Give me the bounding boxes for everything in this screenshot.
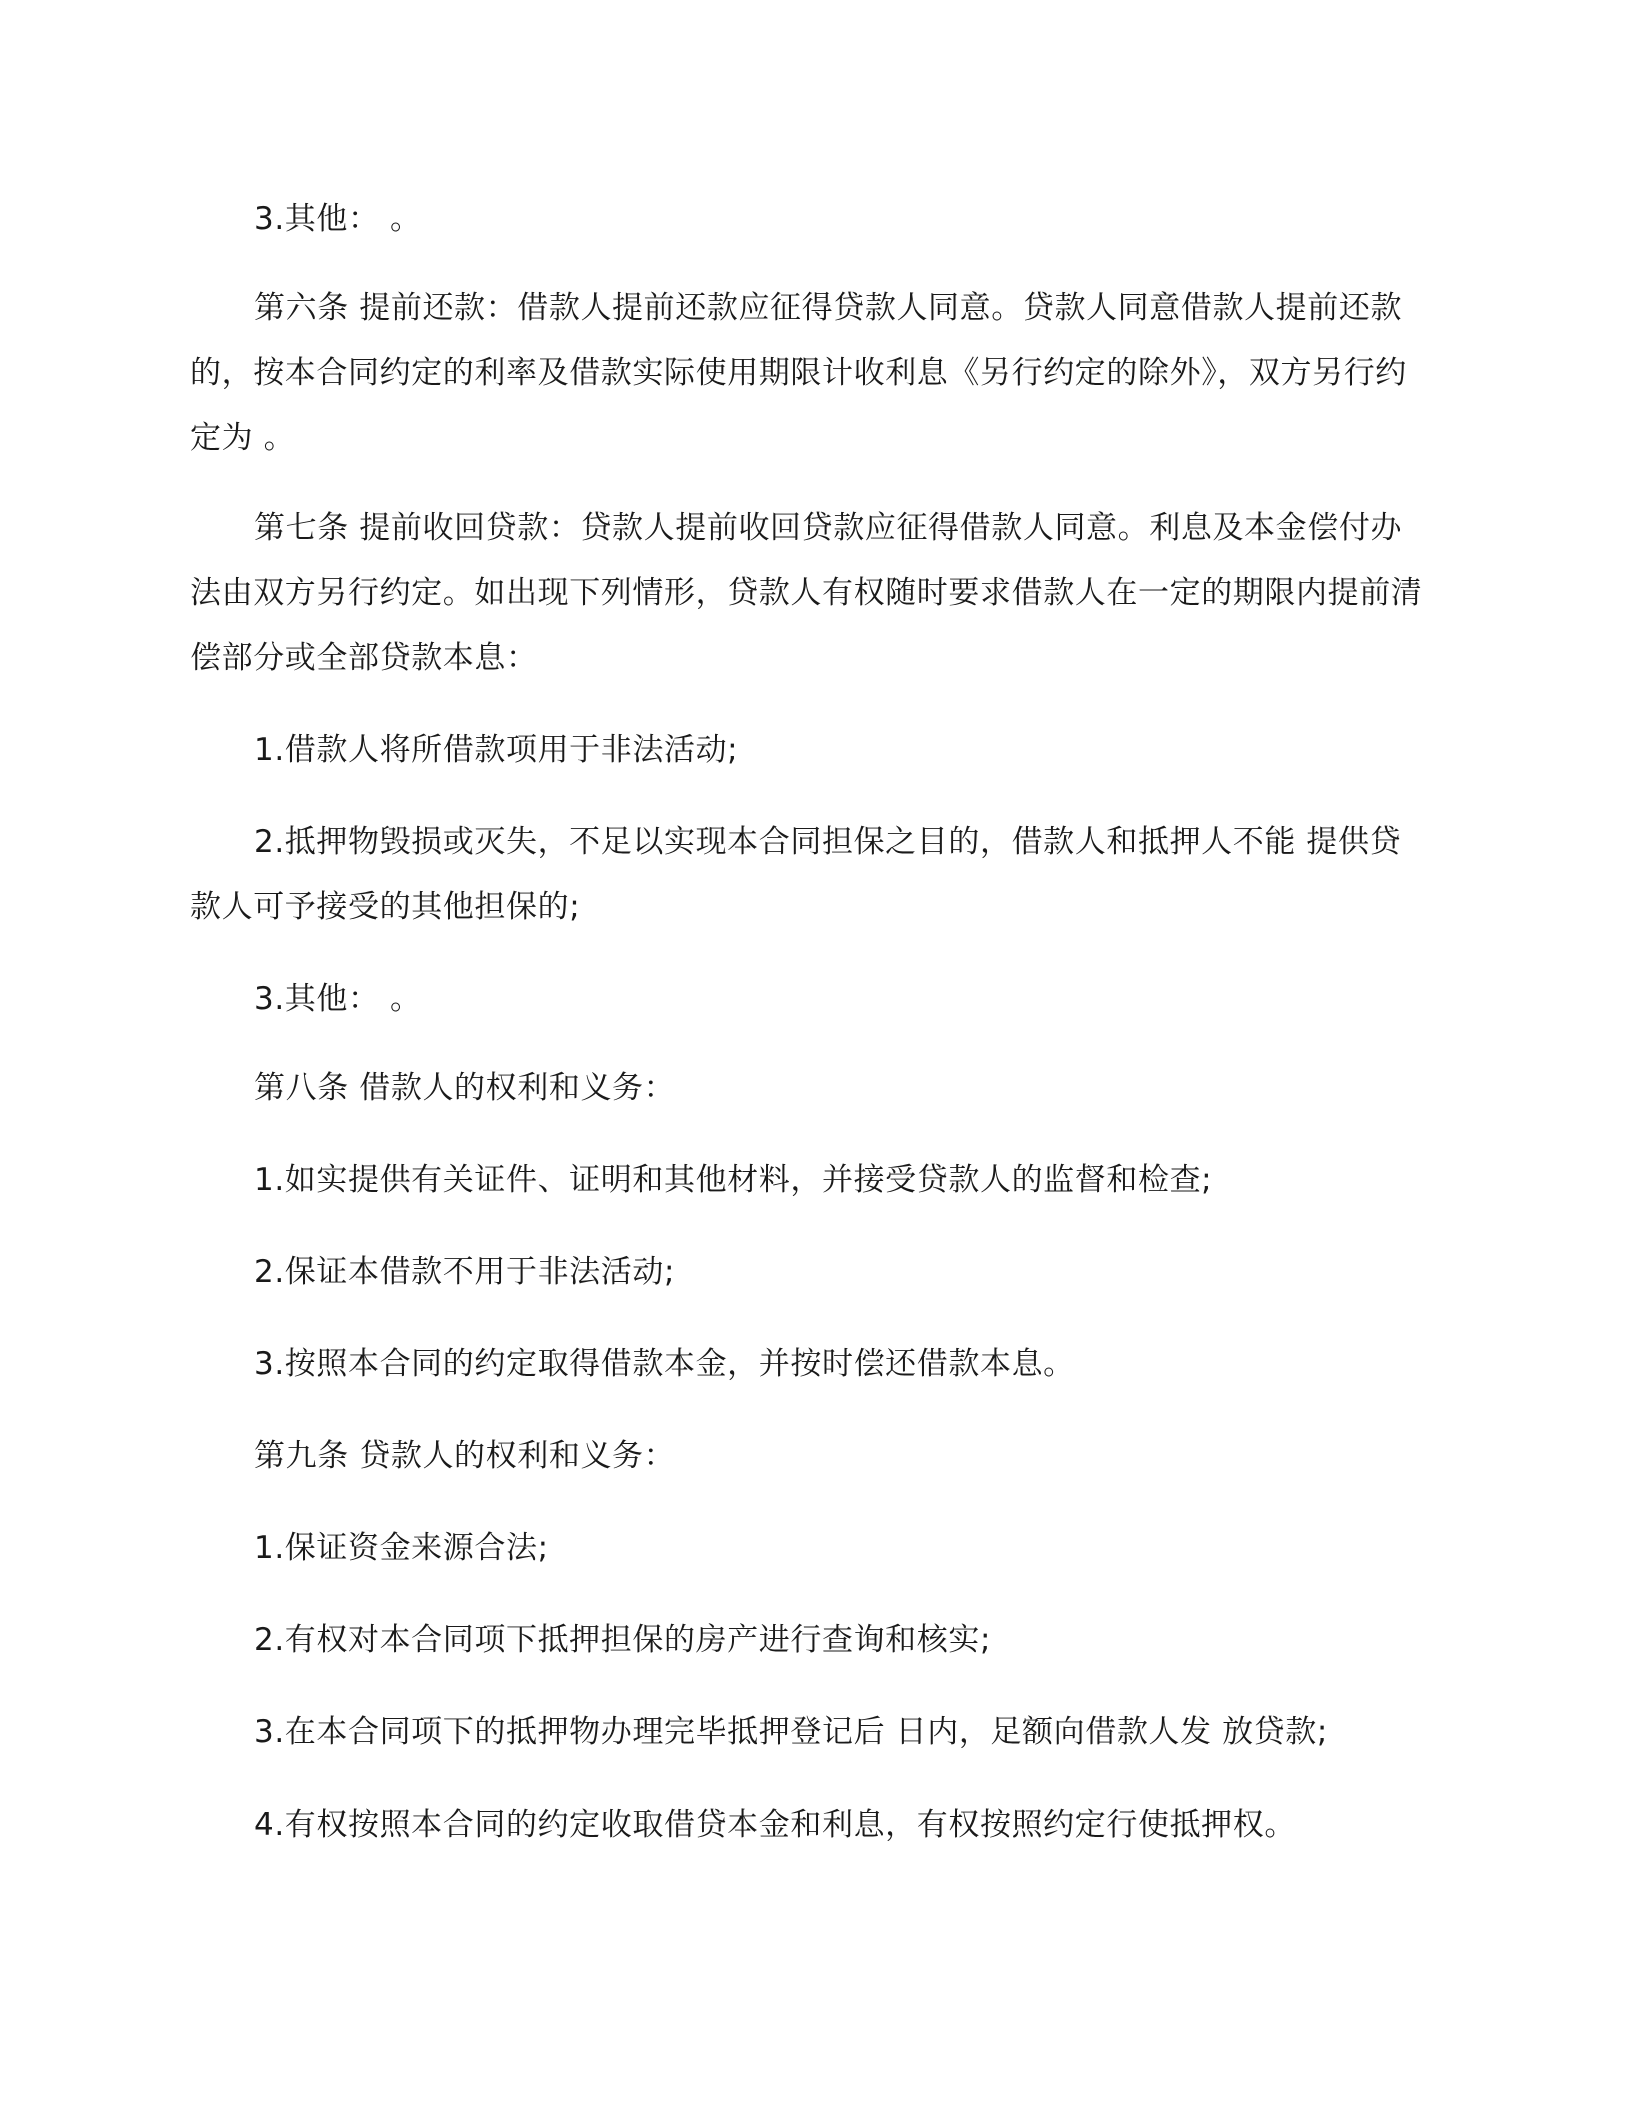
paragraph-article-8-item-1: 1.如实提供有关证件、证明和其他材料，并接受贷款人的监督和检查;	[254, 1162, 1213, 1198]
paragraph-article-9-item-4: 4.有权按照本合同的约定收取借贷本金和利息，有权按照约定行使抵押权。	[254, 1807, 1296, 1843]
paragraph-article-7: 第七条 提前收回贷款：贷款人提前收回贷款应征得借款人同意。利息及本金偿付办法由双方另行约定。如出现下列情形，贷款人有权随时要求借款人在一定的期限内提前清偿部分或全部贷款本息：	[190, 510, 1423, 676]
paragraph-article-9-item-3: 3.在本合同项下的抵押物办理完毕抵押登记后 日内，足额向借款人发 放贷款;	[254, 1714, 1328, 1750]
paragraph-article-8-item-3: 3.按照本合同的约定取得借款本金，并按时偿还借款本息。	[254, 1346, 1075, 1382]
paragraph-article-9-item-1: 1.保证资金来源合法;	[254, 1530, 549, 1566]
paragraph-article-9-item-2: 2.有权对本合同项下抵押担保的房产进行查询和核实;	[254, 1622, 992, 1658]
paragraph-other-2: 3.其他： 。	[254, 981, 422, 1017]
paragraph-article-9: 第九条 贷款人的权利和义务：	[254, 1438, 676, 1474]
paragraph-article-6: 第六条 提前还款：借款人提前还款应征得贷款人同意。贷款人同意借款人提前还款的，按本合同约定的利率及借款实际使用期限计收利息《另行约定的除外》，双方另行约定为 。	[190, 290, 1407, 456]
paragraph-article-8: 第八条 借款人的权利和义务：	[254, 1070, 676, 1106]
paragraph-item-1: 1.借款人将所借款项用于非法活动;	[254, 732, 739, 768]
paragraph-other-1: 3.其他： 。	[254, 201, 422, 237]
paragraph-article-8-item-2: 2.保证本借款不用于非法活动;	[254, 1254, 676, 1290]
paragraph-item-2: 2.抵押物毁损或灭失，不足以实现本合同担保之目的，借款人和抵押人不能 提供贷款人可予接受的其他担保的;	[190, 824, 1402, 925]
